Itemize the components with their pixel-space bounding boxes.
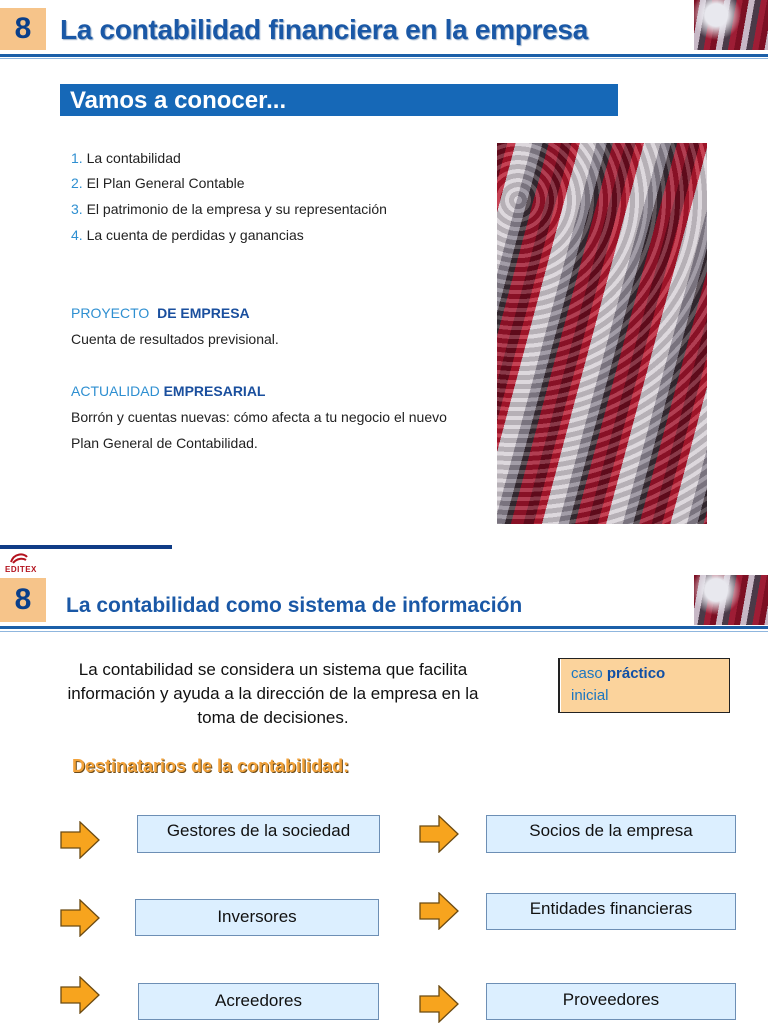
list-item — [71, 201, 387, 217]
destinatario-box-inversores: Inversores — [135, 899, 379, 936]
list-number: 1. — [71, 150, 83, 166]
actualidad-bold: EMPRESARIAL — [163, 383, 266, 399]
slide-title: La contabilidad financiera en la empresa — [60, 14, 588, 45]
arrow-right-icon — [419, 985, 459, 1023]
logo-bar — [0, 545, 172, 549]
list-label: La cuenta de perdidas y ganancias — [86, 227, 304, 243]
list-label: El patrimonio de la empresa y su representación — [86, 201, 387, 217]
title-rule — [0, 54, 768, 57]
intro-line: toma de decisiones. — [197, 708, 349, 727]
section-banner: Vamos a conocer... — [60, 84, 618, 116]
destinatario-box-socios: Socios de la empresa — [486, 815, 736, 853]
case-word-3: inicial — [571, 687, 609, 704]
intro-line: La contabilidad se considera un sistema que facilita — [78, 660, 468, 679]
case-word-2: práctico — [606, 665, 666, 682]
destinatarios-heading: Destinatarios de la contabilidad: — [72, 756, 350, 776]
proyecto-text: Cuenta de resultados previsional. — [71, 331, 279, 347]
list-number: 3. — [71, 201, 83, 217]
destinatario-box-entidades: Entidades financieras — [486, 893, 736, 930]
proyecto-heading — [71, 305, 250, 321]
intro-text — [26, 658, 520, 730]
list-label: El Plan General Contable — [86, 175, 245, 191]
editex-logo-text: EDITEX — [5, 565, 37, 574]
arrow-right-icon — [60, 821, 100, 859]
coins-thumbnail-2 — [694, 575, 768, 625]
actualidad-prefix: ACTUALIDAD — [71, 383, 160, 399]
proyecto-prefix: PROYECTO — [71, 305, 150, 321]
arrow-right-icon — [419, 892, 459, 930]
actualidad-line-2: Plan General de Contabilidad. — [71, 435, 258, 451]
title-rule-2 — [0, 626, 768, 629]
proyecto-bold: DE EMPRESA — [157, 305, 250, 321]
coins-thumbnail — [694, 0, 768, 50]
arrow-right-icon — [60, 899, 100, 937]
arrow-right-icon — [419, 815, 459, 853]
list-number: 2. — [71, 175, 83, 191]
list-number: 4. — [71, 227, 83, 243]
chapter-badge: 8 — [0, 8, 46, 50]
case-practico-button[interactable] — [558, 658, 730, 713]
actualidad-heading — [71, 383, 265, 399]
coins-photo — [497, 143, 707, 524]
destinatario-box-proveedores: Proveedores — [486, 983, 736, 1020]
case-word-1: caso — [571, 665, 603, 682]
destinatario-box-gestores: Gestores de la sociedad — [137, 815, 380, 853]
slide-title-2: La contabilidad como sistema de información — [66, 594, 523, 617]
list-item — [71, 175, 245, 191]
chapter-badge-2: 8 — [0, 578, 46, 622]
list-item — [71, 227, 304, 243]
case-label — [560, 659, 729, 712]
list-item — [71, 150, 181, 166]
title-rule-thin — [0, 58, 768, 59]
actualidad-line-1: Borrón y cuentas nuevas: cómo afecta a tu negocio el nuevo — [71, 409, 447, 425]
destinatario-box-acreedores: Acreedores — [138, 983, 379, 1020]
intro-line: información y ayuda a la dirección de la empresa en la — [67, 684, 479, 703]
list-label: La contabilidad — [86, 150, 181, 166]
title-rule-thin-2 — [0, 631, 768, 632]
arrow-right-icon — [60, 976, 100, 1014]
